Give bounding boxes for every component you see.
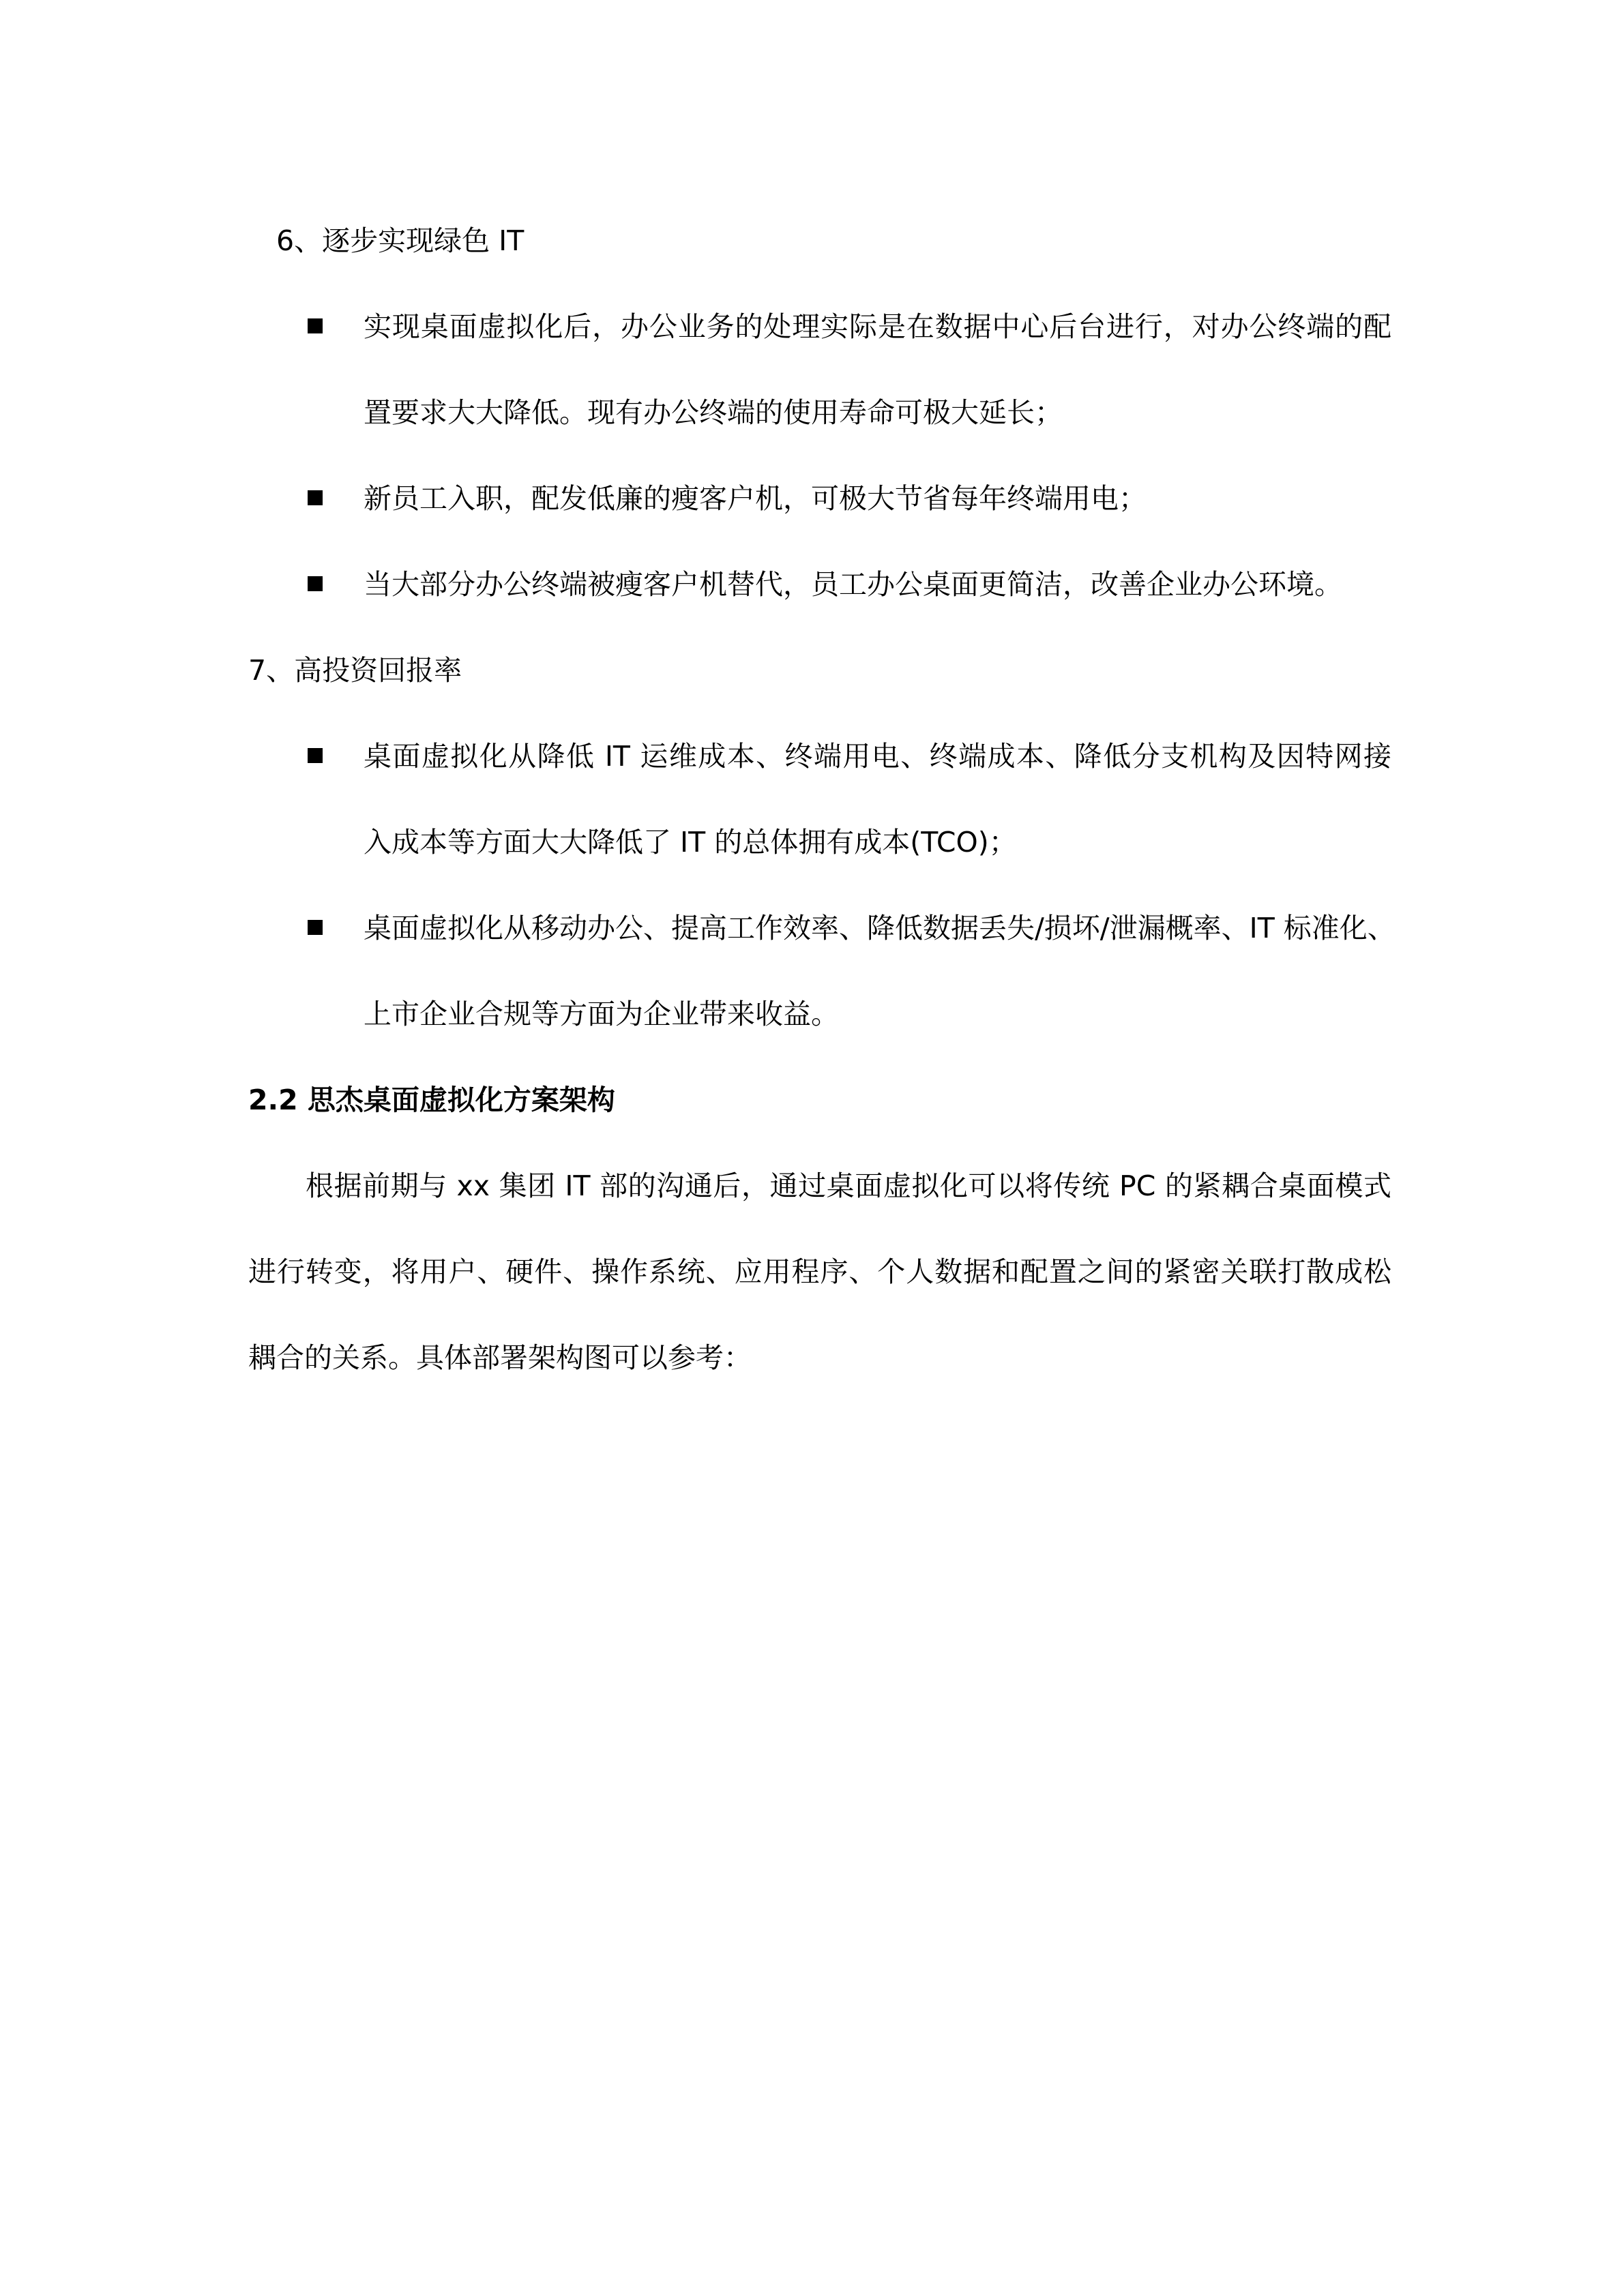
bullet-text: 入成本等方面大大降低了 IT 的总体拥有成本(TCO)； bbox=[364, 826, 1017, 859]
bullet-icon bbox=[308, 920, 323, 935]
bullet-text: 新员工入职，配发低廉的瘦客户机，可极大节省每年终端用电； bbox=[364, 482, 1147, 515]
heading-green-it: 6、逐步实现绿色 IT bbox=[276, 224, 525, 257]
bullet-text: 桌面虚拟化从降低 IT 运维成本、终端用电、终端成本、降低分支机构及因特网接 bbox=[364, 740, 1391, 773]
bullet-icon bbox=[308, 748, 323, 763]
bullet-text: 当大部分办公终端被瘦客户机替代，员工办公桌面更简洁，改善企业办公环境。 bbox=[364, 568, 1342, 601]
bullet-icon bbox=[308, 576, 323, 591]
heading-roi: 7、高投资回报率 bbox=[248, 654, 462, 687]
bullet-icon bbox=[308, 318, 323, 333]
section-title: 2.2 思杰桌面虚拟化方案架构 bbox=[248, 1084, 615, 1116]
paragraph-line: 耦合的关系。具体部署架构图可以参考： bbox=[248, 1341, 752, 1374]
bullet-text: 上市企业合规等方面为企业带来收益。 bbox=[364, 998, 839, 1030]
paragraph-line: 进行转变，将用户、硬件、操作系统、应用程序、个人数据和配置之间的紧密关联打散成松 bbox=[248, 1255, 1391, 1288]
bullet-text: 实现桌面虚拟化后，办公业务的处理实际是在数据中心后台进行，对办公终端的配 bbox=[364, 310, 1391, 343]
paragraph-line: 根据前期与 xx 集团 IT 部的沟通后，通过桌面虚拟化可以将传统 PC 的紧耦合桌面模式 bbox=[306, 1169, 1391, 1202]
bullet-text: 桌面虚拟化从移动办公、提高工作效率、降低数据丢失/损坏/泄漏概率、IT 标准化、 bbox=[364, 912, 1396, 944]
bullet-icon bbox=[308, 490, 323, 505]
bullet-text: 置要求大大降低。现有办公终端的使用寿命可极大延长； bbox=[364, 396, 1063, 429]
